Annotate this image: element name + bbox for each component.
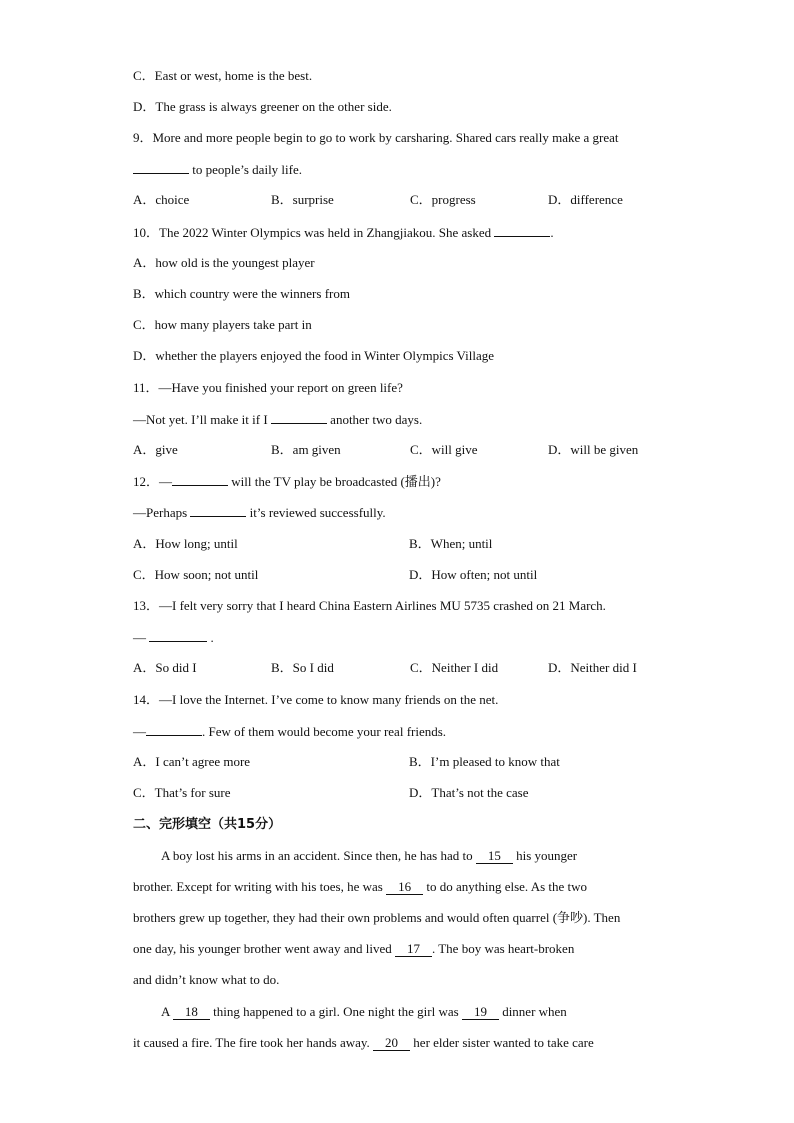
option-a: A．give: [133, 442, 178, 457]
q11-stem: [133, 379, 674, 397]
q11-response: [133, 410, 674, 429]
question-text: 9．More and more people begin to go to work by carsharing. Shared cars really make a great: [133, 130, 619, 145]
option-text: B．which country were the winners from: [133, 286, 350, 301]
passage-text: A: [161, 1004, 173, 1019]
question-text: 11．—Have you finished your report on green life?: [133, 380, 403, 395]
q13-stem: [133, 597, 674, 615]
question-text: to people’s daily life.: [189, 162, 303, 177]
q14-response: [133, 722, 674, 741]
option-c: C．Neither I did: [410, 660, 499, 675]
answer-blank: [133, 160, 189, 174]
answer-blank: [271, 410, 327, 424]
question-text: will the TV play be broadcasted (播出)?: [228, 474, 441, 489]
numbered-blank: 16: [386, 879, 423, 895]
q14-stem: [133, 691, 674, 709]
q10-option-b: [133, 285, 674, 303]
option-a: A．How long; until: [133, 536, 238, 551]
question-text: 12．—: [133, 474, 173, 489]
numbered-blank: 19: [462, 1004, 499, 1020]
passage-text: her elder sister wanted to take care: [410, 1035, 594, 1050]
option-text: D．whether the players enjoyed the food in Winter Olympics Village: [133, 348, 495, 363]
section-title: 二、完形填空（共15分）: [133, 817, 282, 832]
passage-line: [133, 971, 674, 989]
option-b: B．I’m pleased to know that: [409, 754, 560, 769]
question-text: 10．The 2022 Winter Olympics was held in Zhangjiakou. She asked: [133, 225, 495, 240]
numbered-blank: 20: [373, 1035, 410, 1051]
q12-response: [133, 503, 674, 522]
passage-line: [133, 1003, 674, 1021]
passage-text: to do anything else. As the two: [423, 879, 588, 894]
option-text: C．how many players take part in: [133, 317, 312, 332]
passage-text: . The boy was heart-broken: [431, 941, 575, 956]
passage-line: [133, 878, 674, 896]
question-text: another two days.: [326, 412, 423, 427]
option-a: A．I can’t agree more: [133, 754, 251, 769]
option-text: D．The grass is always greener on the other side.: [133, 99, 392, 114]
answer-blank: [494, 223, 550, 237]
section-heading: [133, 816, 674, 834]
q12-stem: [133, 472, 674, 491]
option-d: D．How often; not until: [409, 567, 538, 582]
q10-option-d: [133, 347, 674, 365]
option-a: A．So did I: [133, 660, 197, 675]
q9-stem-cont: [133, 160, 674, 179]
passage-text: A boy lost his arms in an accident. Since then, he has had to: [161, 848, 476, 863]
passage-text: it caused a fire. The fire took her hands away.: [133, 1035, 374, 1050]
passage-text: one day, his younger brother went away and lived: [133, 941, 395, 956]
question-text: it’s reviewed successfully.: [246, 505, 386, 520]
question-text: . Few of them would become your real friends.: [202, 724, 447, 739]
option-b: B．surprise: [271, 192, 334, 207]
numbered-blank: 18: [173, 1004, 210, 1020]
q8-option-c: [133, 67, 674, 85]
option-b: B．am given: [271, 442, 341, 457]
passage-line: [133, 940, 674, 958]
option-d: D．That’s not the case: [409, 785, 529, 800]
q8-option-d: [133, 98, 674, 116]
passage-line: [133, 1034, 674, 1052]
passage-text: brothers grew up together, they had their own problems and would often quarrel (争吵). Then: [133, 910, 621, 925]
option-text: C．East or west, home is the best.: [133, 68, 313, 83]
option-text: A．how old is the youngest player: [133, 255, 315, 270]
question-text: .: [207, 630, 214, 645]
passage-line: [133, 909, 674, 927]
passage-line: [133, 847, 674, 865]
numbered-blank: 17: [395, 941, 432, 957]
passage-text: dinner when: [498, 1004, 567, 1019]
option-c: C．How soon; not until: [133, 567, 259, 582]
question-text: —: [133, 630, 150, 645]
question-text: 13．—I felt very sorry that I heard China Eastern Airlines MU 5735 crashed on 21 March.: [133, 598, 606, 613]
answer-blank: [190, 503, 246, 517]
q10-option-a: [133, 254, 674, 272]
option-d: D．Neither did I: [548, 660, 637, 675]
q10-stem: [133, 223, 674, 242]
q13-response: [133, 628, 674, 647]
q10-option-c: [133, 316, 674, 334]
option-b: B．So I did: [271, 660, 334, 675]
passage-text: brother. Except for writing with his toes, he was: [133, 879, 387, 894]
passage-text: his younger: [512, 848, 578, 863]
answer-blank: [149, 628, 207, 642]
answer-blank: [146, 722, 202, 736]
option-a: A．choice: [133, 192, 190, 207]
passage-text: thing happened to a girl. One night the girl was: [209, 1004, 462, 1019]
option-b: B．When; until: [409, 536, 493, 551]
option-d: D．will be given: [548, 442, 639, 457]
numbered-blank: 15: [476, 848, 513, 864]
option-c: C．progress: [410, 192, 476, 207]
question-text: 14．—I love the Internet. I’ve come to know many friends on the net.: [133, 692, 499, 707]
option-d: D．difference: [548, 192, 623, 207]
question-text: —Perhaps: [133, 505, 191, 520]
question-text: —Not yet. I’ll make it if I: [133, 412, 271, 427]
question-text: .: [550, 225, 554, 240]
q9-stem: [133, 129, 674, 147]
option-c: C．will give: [410, 442, 478, 457]
option-c: C．That’s for sure: [133, 785, 231, 800]
question-text: —: [133, 724, 146, 739]
passage-text: and didn’t know what to do.: [133, 972, 280, 987]
answer-blank: [172, 472, 228, 486]
